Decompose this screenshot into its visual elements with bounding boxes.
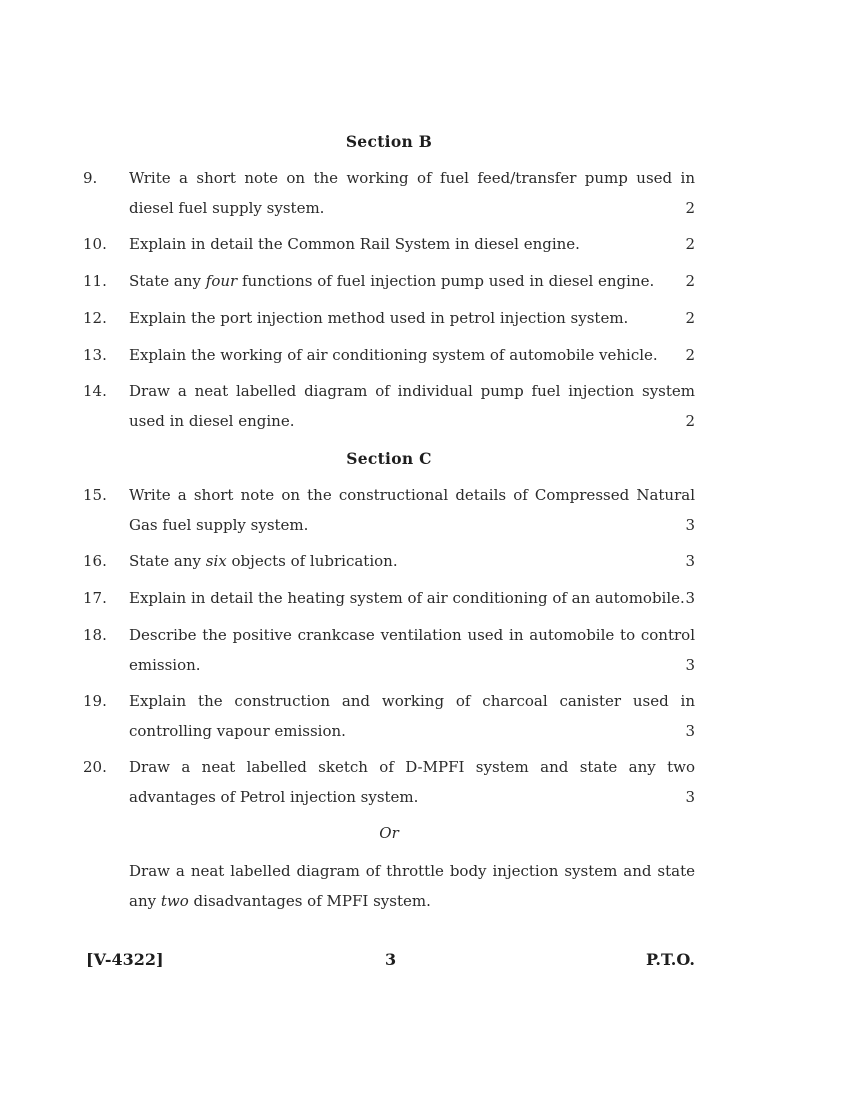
question-text: Explain the working of air conditioning system of automobile vehicle. [129, 346, 658, 364]
question-number: 19. [83, 692, 107, 710]
text-part: disadvantages of MPFI system. [193, 891, 431, 910]
question-marks: 3 [685, 787, 695, 806]
question-number: 17. [83, 589, 107, 607]
question-number: 13. [83, 346, 107, 364]
section-b-heading: Section B [345, 132, 433, 151]
question-text: Write a short note on the working of fuel feed/transfer pump used in diesel fuel supply system. [129, 169, 695, 217]
question-text: Draw a neat labelled sketch of D-MPFI system and state any two advantages of Petrol injection system. [129, 758, 695, 806]
question-text: Explain the construction and working of charcoal canister used in controlling vapour emission. [129, 692, 695, 740]
question-15 [0, 481, 850, 541]
text-part: functions of fuel injection pump used in diesel engine. [241, 272, 655, 290]
question-17 [0, 584, 850, 614]
question-marks: 3 [685, 589, 695, 607]
question-marks: 3 [685, 721, 695, 740]
emphasis-word: two [160, 891, 189, 910]
question-number: 18. [83, 626, 107, 644]
question-text [129, 547, 695, 577]
emphasis-word: six [205, 552, 227, 570]
question-number: 14. [83, 382, 107, 400]
question-11 [0, 267, 850, 297]
question-marks: 2 [685, 346, 695, 364]
question-text: Draw a neat labelled diagram of individual pump fuel injection system used in diesel engine. [129, 382, 695, 430]
question-marks: 2 [685, 235, 695, 253]
text-part: Draw a neat labelled diagram of throttle body injection system and state any [129, 862, 695, 910]
paper-code: [V-4322] [86, 950, 164, 969]
question-number: 9. [83, 169, 98, 187]
emphasis-word: four [205, 272, 238, 290]
question-text: Explain in detail the heating system of air conditioning of an automobile. [129, 589, 685, 607]
question-marks: 2 [685, 272, 695, 290]
question-9 [0, 164, 850, 224]
question-18 [0, 621, 850, 681]
question-number: 20. [83, 758, 107, 776]
question-marks: 3 [685, 552, 695, 570]
text-part: objects of lubrication. [231, 552, 398, 570]
question-marks: 2 [685, 411, 695, 430]
question-number: 16. [83, 552, 107, 570]
question-text [129, 267, 695, 297]
page-number: 3 [385, 950, 397, 969]
question-10 [0, 230, 850, 260]
section-c-heading: Section C [346, 449, 432, 468]
question-19 [0, 687, 850, 747]
question-number: 15. [83, 486, 107, 504]
question-text [129, 857, 695, 916]
question-marks: 3 [685, 515, 695, 534]
question-marks: 2 [685, 309, 695, 327]
question-13 [0, 341, 850, 371]
question-text: Explain the port injection method used in petrol injection system. [129, 309, 629, 327]
question-marks: 3 [685, 655, 695, 674]
or-separator: Or [379, 824, 399, 842]
question-20 [0, 753, 850, 813]
question-number: 10. [83, 235, 107, 253]
text-part: State any [129, 272, 201, 290]
question-marks: 2 [685, 198, 695, 217]
question-text: Describe the positive crankcase ventilation used in automobile to control emission. [129, 626, 695, 674]
question-text: Write a short note on the constructional details of Compressed Natural Gas fuel supply system. [129, 486, 695, 534]
question-12 [0, 304, 850, 334]
question-text: Explain in detail the Common Rail System in diesel engine. [129, 235, 580, 253]
question-16 [0, 547, 850, 577]
pto-label: P.T.O. [646, 950, 695, 969]
text-part: State any [129, 552, 201, 570]
question-number: 11. [83, 272, 107, 290]
question-number: 12. [83, 309, 107, 327]
question-20-alternative [0, 857, 850, 917]
question-14 [0, 377, 850, 437]
